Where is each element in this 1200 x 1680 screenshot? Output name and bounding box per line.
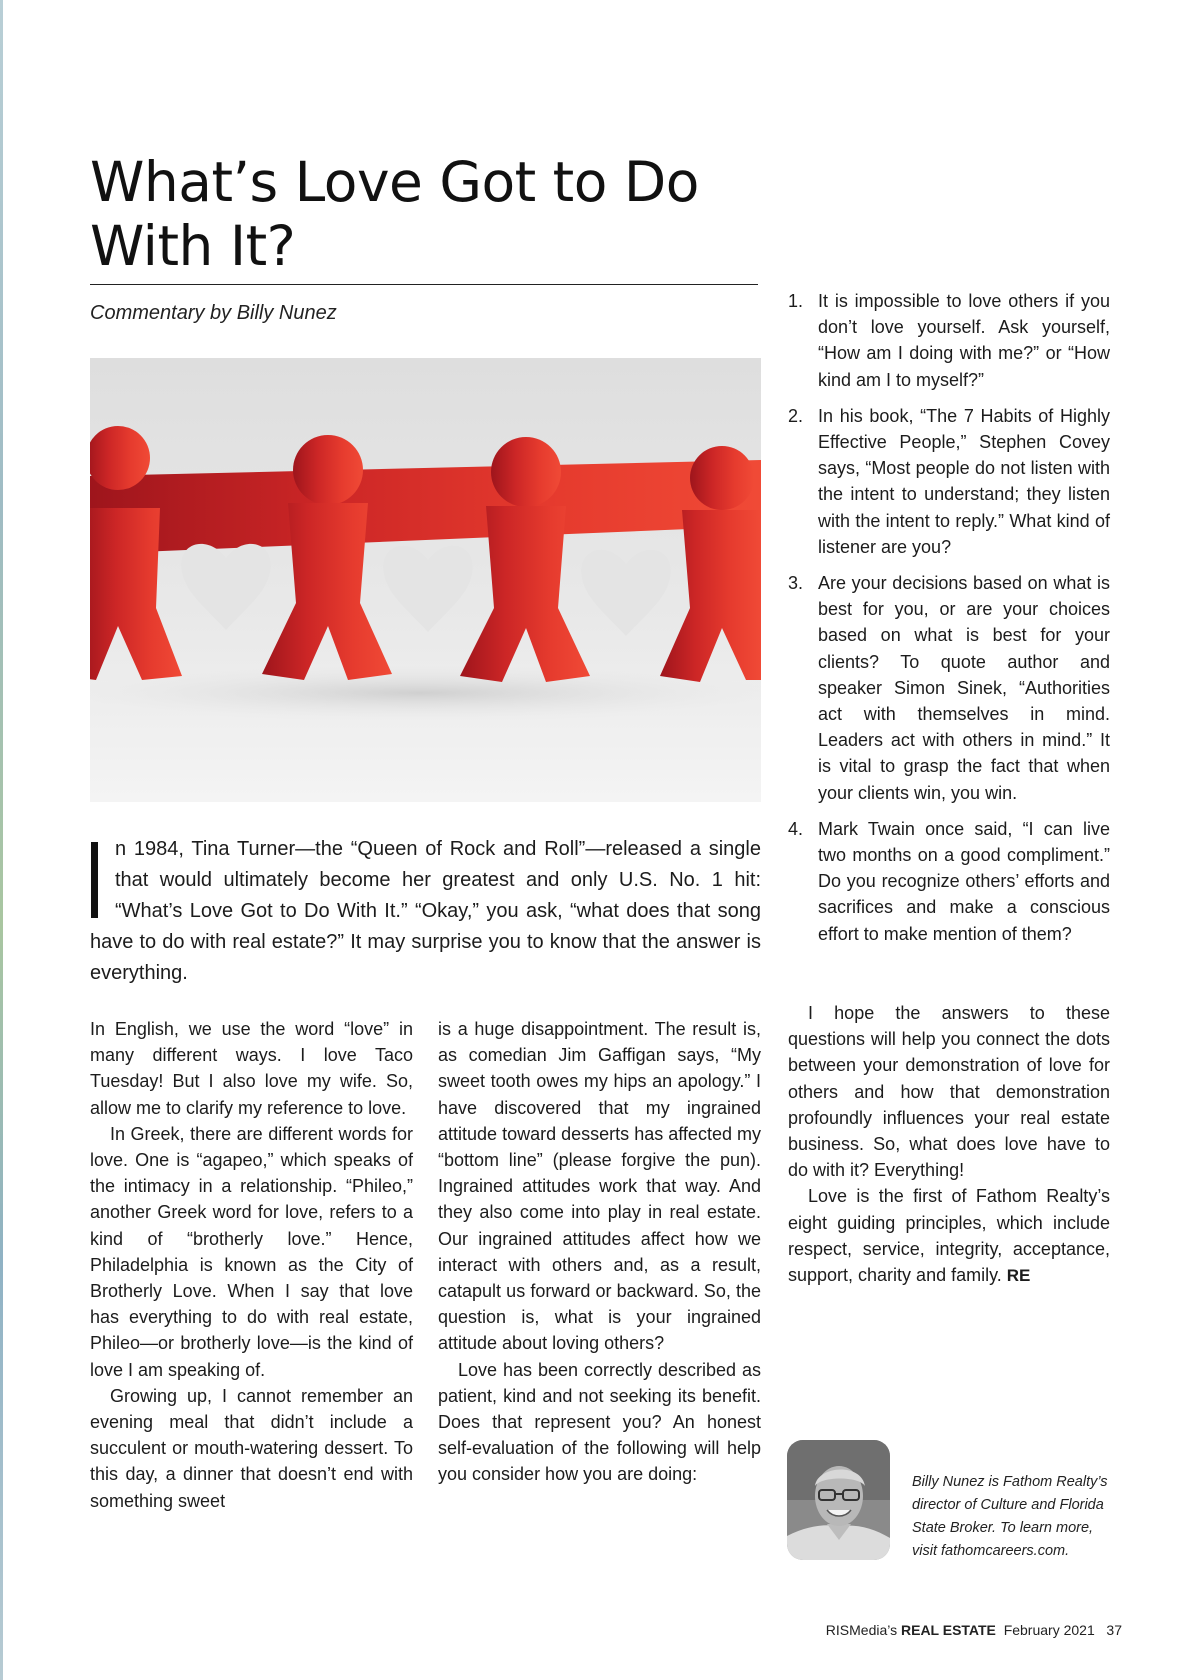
body-column-1 bbox=[90, 1016, 413, 1514]
paragraph: Growing up, I cannot remember an evening meal that didn’t include a succulent or mouth-watering dessert. To this day, a dinner that doesn’t end with something sweet bbox=[90, 1385, 413, 1511]
page-edge-strip bbox=[0, 0, 3, 1680]
paragraph: is a huge disappointment. The result is, as comedian Jim Gaffigan says, “My sweet tooth owes my hips an apology.” I have discovered that my ingrained attitude toward desserts has affected my “bottom line” (please forgive the pun). Ingrained attitudes work that way. And they also come into play in real estate. Our ingrained attitudes affect how we interact with others and, as a result, catapult us forward or backward. So, the question is, what is your ingrained attitude about loving others? bbox=[438, 1019, 761, 1354]
publication-name: REAL ESTATE bbox=[901, 1622, 996, 1638]
page-number: 37 bbox=[1106, 1622, 1122, 1638]
article-lede bbox=[90, 834, 761, 989]
list-text: Mark Twain once said, “I can live two months on a good compliment.” Do you recognize others’ efforts and sacrifices and make a conscious effort to make mention of them? bbox=[818, 818, 1110, 944]
issue-date: February 2021 bbox=[1003, 1622, 1095, 1638]
list-item bbox=[788, 288, 1110, 393]
page-footer bbox=[826, 1622, 1122, 1638]
list-number: 4. bbox=[788, 818, 804, 839]
list-item bbox=[788, 570, 1110, 806]
body-column-3 bbox=[788, 1000, 1110, 1289]
paragraph bbox=[788, 1183, 1110, 1289]
article-title: What’s Love Got to Do With It? bbox=[90, 150, 699, 278]
author-headshot-image bbox=[787, 1440, 890, 1560]
paragraph: In Greek, there are different words for love. One is “agapeo,” which speaks of the intimacy in a relationship. “Phileo,” another Greek word for love, refers to a kind of “brotherly love.” Hence, Philadelphia is known as the City of Brotherly Love. When I say that love has everything to do with real estate, Phileo—or brotherly love—is the kind of love I am speaking of. bbox=[90, 1123, 413, 1380]
list-text: It is impossible to love others if you don’t love yourself. Ask yourself, “How am I doing with me?” or “How kind am I to myself?” bbox=[818, 291, 1110, 390]
list-text: In his book, “The 7 Habits of Highly Effective People,” Stephen Covey says, “Most people do not listen with the intent to understand; they listen with the intent to reply.” What kind of listener are you? bbox=[818, 405, 1110, 557]
paragraph: I hope the answers to these questions will help you connect the dots between your demonstration of love for others and how that demonstration profoundly influences your real estate business. So, what does love have to do with it? Everything! bbox=[788, 1003, 1110, 1181]
list-item bbox=[788, 816, 1110, 947]
list-number: 3. bbox=[788, 573, 804, 594]
end-mark: RE bbox=[1006, 1266, 1031, 1286]
self-evaluation-list bbox=[788, 288, 1110, 957]
list-text: Are your decisions based on what is best for you, or are your choices based on what is best for your clients? To quote author and speaker Simon Sinek, “Authorities act with themselves in mind. Leaders act with others in mind.” It is vital to grasp the fact that when your clients win, you win. bbox=[818, 573, 1110, 803]
hero-image-paper-dolls bbox=[90, 358, 761, 802]
closing-text: Love is the first of Fathom Realty’s eight guiding principles, which include respect, service, integrity, acceptance, support, charity and family. bbox=[788, 1186, 1110, 1286]
list-number: 2. bbox=[788, 405, 804, 426]
lede-text: n 1984, Tina Turner—the “Queen of Rock and Roll”—released a single that would ultimately become her greatest and only U.S. No. 1 hit: “What’s Love Got to Do With It.” “Okay,” you ask, “what does that song have to do with real estate?” It may surprise you to know that the answer is everything. bbox=[90, 838, 761, 984]
paragraph: In English, we use the word “love” in many different ways. I love Taco Tuesday! But I also love my wife. So, allow me to clarify my reference to love. bbox=[90, 1019, 413, 1118]
list-item bbox=[788, 403, 1110, 560]
author-bio: Billy Nunez is Fathom Realty’s director of Culture and Florida State Broker. To learn more, visit fathomcareers.com. bbox=[912, 1474, 1108, 1559]
paragraph: Love has been correctly described as patient, kind and not seeking its benefit. Does that represent you? An honest self-evaluation of the following will help you consider how you are doing: bbox=[438, 1359, 761, 1485]
drop-cap-i bbox=[91, 842, 98, 918]
article-byline: Commentary by Billy Nunez bbox=[90, 302, 337, 324]
list-number: 1. bbox=[788, 291, 804, 311]
body-column-2 bbox=[438, 1016, 761, 1488]
title-divider bbox=[90, 284, 758, 285]
publication-prefix: RISMedia’s bbox=[825, 1622, 898, 1638]
